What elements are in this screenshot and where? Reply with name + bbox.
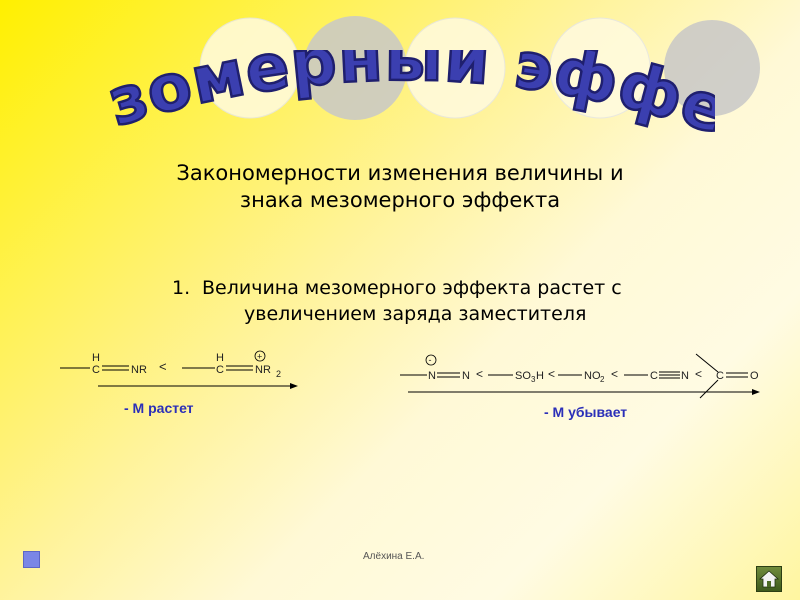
subscript: 2 <box>276 369 282 379</box>
point-number: 1. <box>172 277 191 299</box>
subtitle-line: Закономерности изменения величины и <box>176 161 624 185</box>
comparison-sign: < <box>476 367 484 381</box>
hydrogen-label: H <box>92 352 100 364</box>
scheme-left <box>60 351 298 389</box>
atom-label: N <box>462 370 470 382</box>
group-label: NR <box>255 364 271 376</box>
group-label: SO <box>515 370 531 382</box>
arrow-head-icon <box>752 389 760 395</box>
comparison-sign: < <box>695 367 703 381</box>
atom-label: C <box>716 370 724 382</box>
atom-label: O <box>750 370 759 382</box>
square-bullet-icon <box>23 551 40 568</box>
charge-sign: + <box>257 351 263 362</box>
scheme-right <box>400 354 760 398</box>
trend-label-decrease: - М убывает <box>544 404 628 420</box>
atom-label: N <box>428 370 436 382</box>
page-title-text: зомерный эфф <box>99 50 692 142</box>
point-text-line: Величина мезомерного эффекта растет с <box>202 277 622 299</box>
home-icon <box>757 567 781 591</box>
comparison-sign: < <box>611 367 619 381</box>
subtitle-line: знака мезомерного эффекта <box>239 188 561 212</box>
carbon-label: C <box>216 364 224 376</box>
home-button[interactable] <box>756 566 782 592</box>
hydrogen-label: H <box>216 352 224 364</box>
comparison-sign: < <box>159 359 167 374</box>
author-footer: Алёхина Е.А. <box>363 551 425 562</box>
point-text-line: увеличением заряда заместителя <box>244 303 587 325</box>
atom-label: N <box>681 370 689 382</box>
group-label: NO <box>584 370 601 382</box>
group-label: H <box>536 370 544 382</box>
atom-label: C <box>650 370 658 382</box>
comparison-sign: < <box>548 367 556 381</box>
group-label: NR <box>131 364 147 376</box>
subscript: 2 <box>600 375 605 384</box>
charge-sign: - <box>428 355 432 365</box>
carbon-label: C <box>92 364 100 376</box>
arrow-head-icon <box>290 383 298 389</box>
trend-label-increase: - М растет <box>124 400 194 416</box>
subscript: 3 <box>531 375 536 384</box>
